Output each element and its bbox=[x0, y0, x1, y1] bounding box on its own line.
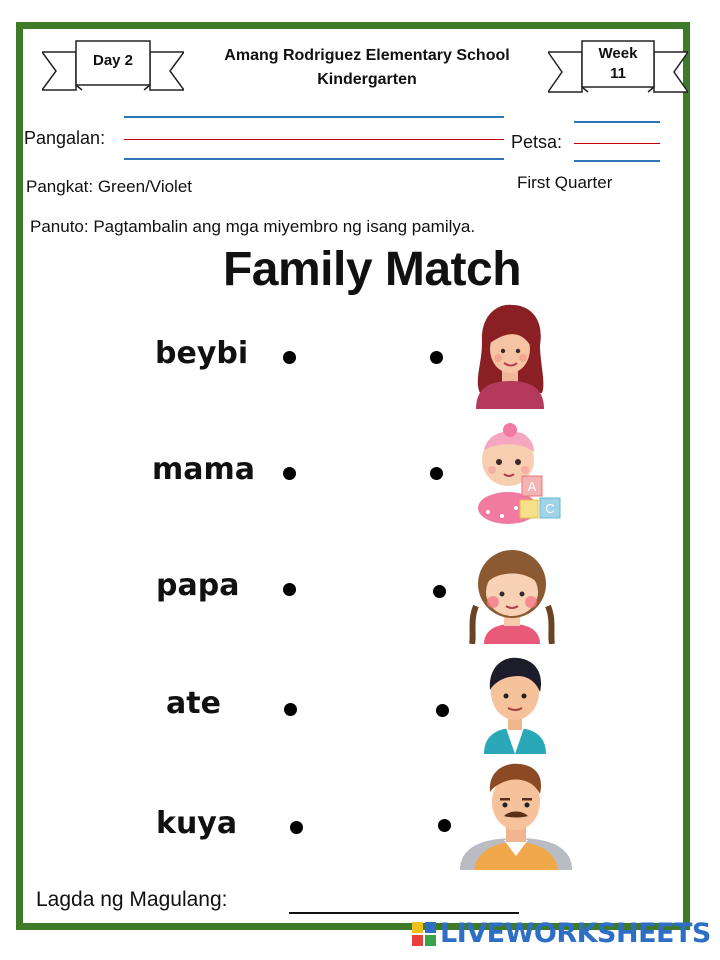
liveworksheets-brand[interactable]: LIVEWORKSHEETS bbox=[440, 918, 711, 949]
svg-text:A: A bbox=[527, 479, 537, 494]
father-picture bbox=[460, 760, 572, 870]
word-beybi: beybi bbox=[155, 336, 249, 371]
date-line-mid[interactable] bbox=[574, 143, 660, 144]
section-label: Pangkat: Green/Violet bbox=[26, 177, 193, 196]
instruction-text: Panuto: Pagtambalin ang mga miyembro ng isang pamilya. bbox=[30, 217, 476, 236]
worksheet-title: Family Match bbox=[222, 243, 522, 296]
mother-picture bbox=[470, 303, 550, 409]
baby-picture bbox=[468, 420, 564, 526]
word-ate: ate bbox=[166, 686, 221, 721]
right-dot-4[interactable] bbox=[436, 704, 449, 717]
right-dot-3[interactable] bbox=[433, 585, 446, 598]
left-dot-3[interactable] bbox=[283, 583, 296, 596]
quarter-label: First Quarter bbox=[517, 173, 613, 192]
grade-level: Kindergarten bbox=[317, 71, 417, 88]
right-dot-2[interactable] bbox=[430, 467, 443, 480]
day-label: Day 2 bbox=[92, 52, 134, 69]
week-banner bbox=[548, 38, 688, 96]
school-name: Amang Rodriguez Elementary School bbox=[224, 47, 510, 64]
week-word: Week bbox=[598, 45, 638, 62]
date-label: Petsa: bbox=[511, 132, 563, 152]
name-line-mid[interactable] bbox=[124, 139, 504, 140]
name-line-bottom bbox=[124, 158, 504, 160]
name-line-top bbox=[124, 116, 504, 118]
day-banner bbox=[42, 38, 184, 94]
left-dot-1[interactable] bbox=[283, 351, 296, 364]
parent-signature-label: Lagda ng Magulang: bbox=[36, 888, 228, 911]
girl-picture bbox=[466, 540, 558, 644]
parent-signature-line[interactable] bbox=[289, 912, 519, 914]
school-heading bbox=[200, 44, 534, 92]
week-number: 11 bbox=[610, 65, 626, 82]
date-line-top bbox=[574, 121, 660, 123]
liveworksheets-logo-icon bbox=[412, 922, 436, 946]
left-dot-4[interactable] bbox=[284, 703, 297, 716]
svg-text:C: C bbox=[545, 501, 555, 516]
boy-picture bbox=[482, 654, 548, 754]
word-papa: papa bbox=[156, 568, 240, 603]
right-dot-5[interactable] bbox=[438, 819, 451, 832]
left-dot-2[interactable] bbox=[283, 467, 296, 480]
word-kuya: kuya bbox=[156, 806, 238, 841]
date-line-bottom bbox=[574, 160, 660, 162]
name-label: Pangalan: bbox=[24, 128, 106, 148]
word-mama: mama bbox=[152, 452, 256, 487]
left-dot-5[interactable] bbox=[290, 821, 303, 834]
right-dot-1[interactable] bbox=[430, 351, 443, 364]
week-label bbox=[582, 44, 654, 84]
